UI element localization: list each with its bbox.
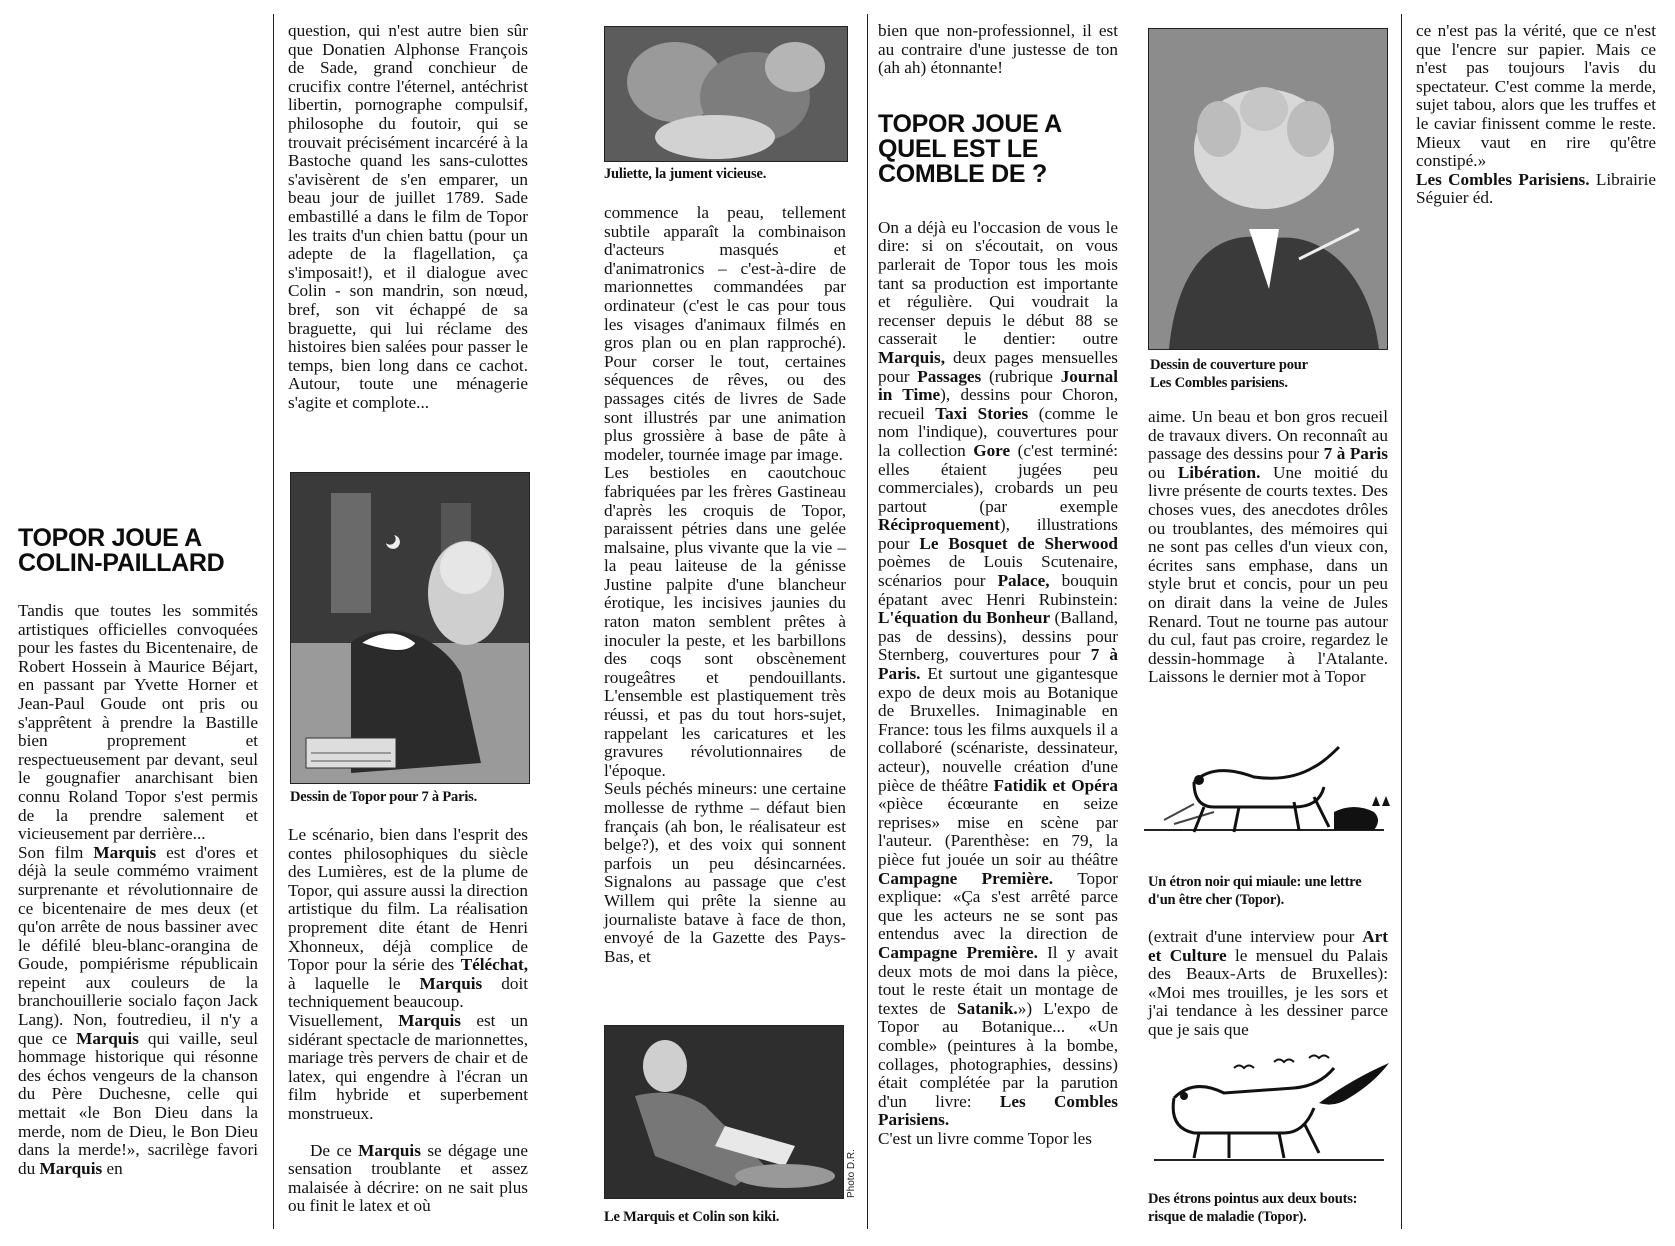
caption-line: Dessin de couverture pour — [1150, 357, 1308, 373]
title: Journal in Time — [878, 366, 1118, 405]
text: est d'ores et déjà la seule commémo vraiment surprenante et révolutionnaire de ce bicentenaire de mes deux (et qu'on arrête de nous bassiner avec le défilé bleu-blanc-orangina de Goude, pompiérisme républicain repeint aux couleurs de la branchouillerie socialo façon Jack Lang). Non, foutredieu, il n'y a que ce — [18, 842, 258, 1048]
film-title: Marquis — [419, 973, 483, 993]
cover-drawing — [1149, 29, 1387, 349]
text: en — [102, 1158, 123, 1178]
film-title: Marquis — [39, 1158, 103, 1178]
text: On a déjà eu l'occasion de vous le dire: si on s'écoutait, on vous parlerait de Topor tous les mois tant sa production est importante et régulière. Qui voudrait la recenser depuis le début 88 se casserait le dentier: outre — [878, 217, 1118, 349]
text: doit techniquement beaucoup. — [288, 973, 528, 1012]
text: Son film — [18, 842, 94, 862]
text: «pièce écœurante en seize reprises» mise en scène par l'auteur. (Parenthèse: en 79, la pièce fut jouée un soir au théâtre — [878, 794, 1118, 869]
text: question, qui n'est autre bien sûr que Donatien Alphonse François de Sade, grand conchieur de crucifix contre l'éternel, antéchrist libertin, pornographe compulsif, philosophe du foutoir, qui se trouvait précisément incarcéré à la Bastoche quand les sans-culottes s'avisèrent de s'en emparer, un beau jour de juillet 1789. Sade embastillé a dans le film de Topor les traits d'un chien battu (pour un adepte de la flagellation, ça s'imposait!), et il dialogue avec Colin - son mandrin, son nœud, bref, son vit échappé de sa braguette, qui lui réclame des histoires bien salées pour passer le temps, bien long dans ce cachot. Autour, toute une ménagerie s'agite et complote... — [288, 21, 528, 412]
title: Réciproquement — [878, 515, 1000, 535]
text: se dégage une sensation troublante et assez malaisée à décrire: on ne sait plus ou finit le latex et où — [288, 1140, 528, 1216]
column-5-continued — [1148, 928, 1388, 1040]
column-1 — [18, 526, 258, 1178]
headline-line: COMBLE DE ? — [878, 159, 1047, 188]
title: Le Bosquet de Sherwood — [919, 533, 1118, 553]
text: Il y avait deux mots de moi dans la pièce, tout le reste était un montage de textes de — [878, 942, 1118, 1018]
text: bouquin épatant avec Henri Rubinstein: — [878, 571, 1118, 609]
dog-birds-drawing — [1144, 1048, 1396, 1178]
headline-line: QUEL EST LE — [878, 134, 1039, 163]
sade-dog-drawing — [291, 473, 529, 783]
text: C'est un livre comme Topor les — [878, 1128, 1092, 1148]
marquis-photo — [605, 1026, 843, 1198]
text: ou — [1148, 462, 1178, 482]
column-rule — [1401, 14, 1402, 1229]
text: Seuls péchés mineurs: une certaine mollesse de rythme – défaut bien français (ah bon, le réalisateur est belge?), et des voix qui sonnent parfois un peu désincarnées. Signalons au passage que c'est Willem qui prête la sienne au journaliste batave à face de thon, envoyé de la Gazette des Pays-Bas, et — [604, 779, 846, 966]
cat-dog-drawing — [1144, 742, 1392, 854]
text: ), illustrations pour — [878, 515, 1118, 553]
headline-line: TOPOR JOUE A — [878, 109, 1062, 138]
title: Marquis, — [878, 347, 946, 367]
figure-juliette — [604, 26, 848, 162]
paragraph — [1416, 171, 1656, 208]
title: L'équation du Bonheur — [878, 608, 1051, 628]
text: (comme le nom l'indique), couvertures pour la collection — [878, 403, 1118, 460]
title: Les Combles Parisiens. — [878, 1091, 1118, 1130]
figure-caption: Dessin de Topor pour 7 à Paris. — [290, 789, 478, 805]
text: ), dessins pour Choron, recueil — [878, 385, 1118, 423]
paragraph — [1148, 408, 1388, 687]
title: Satanik. — [957, 998, 1018, 1018]
column-2-continued — [288, 826, 528, 1216]
text: ») L'expo de Topor au Botanique... «Un comble» (peintures à la bombe, collages, photographies, dessins) était complétée par la parution d'un livre: — [878, 998, 1118, 1111]
text: Les bestioles en caoutchouc fabriquées par les frères Gastineau d'après les croquis de Topor, paraissent pétries dans une gelée malsaine, plus vivante que la vie – la peau laiteuse de la génisse Justine palpite d'une blancheur érotique, les incisives jaunies du raton maton semblent prêtes à inoculer la peste, et les barbillons des coqs sont obscènement rougeâtres et pendouillants. L'ensemble est plastiquement très réussi, et pas du tout hors-sujet, rappelant les caricatures et les gravures révolutionnaires de l'époque. — [604, 463, 846, 780]
text: poèmes de Louis Scutenaire, scénarios pour — [878, 552, 1118, 591]
text: deux pages mensuelles pour — [878, 347, 1118, 386]
text: est un sidérant spectacle de marionnettes, mariage très pervers de chair et de latex, qui engendre à l'écran un film hybride et superbement monstrueux. — [288, 1010, 528, 1123]
text: le mensuel du Palais des Beaux-Arts de Bruxelles): «Moi mes trouilles, je les sors et j'ai tendance à les dessiner parce que je sais que — [1148, 945, 1388, 1039]
column-5 — [1148, 408, 1388, 687]
title: 7 à Paris. — [878, 645, 1119, 684]
article-1-headline — [18, 526, 258, 576]
series-title: Téléchat, — [460, 955, 528, 975]
figure-dog-birds — [1144, 1048, 1396, 1178]
title: Passages — [917, 366, 982, 386]
text: Une moitié du livre présente de courts textes. Des choses vues, des anecdotes drôles ou troublantes, des mémoires qui ne sont pas celles d'un vieux con, écrites sans emphase, dans un style brut et concis, pour un peu on dirait dans la veine de Jules Renard. Tout ne tourne pas autour du cul, faut pas croire, regardez le dessin-hommage à l'Atalante. Laissons le dernier mot à Topor — [1148, 462, 1389, 687]
book-title: Les Combles Parisiens. — [1416, 169, 1590, 189]
figure-marquis-colin — [604, 1025, 844, 1199]
text: à laquelle le — [288, 973, 420, 993]
publisher: Librairie Séguier éd. — [1416, 169, 1656, 208]
film-title: Marquis — [358, 1140, 421, 1160]
figure-cover-drawing — [1148, 28, 1388, 350]
text: Tandis que toutes les sommités artistiques officielles convoquées pour les fastes du Bicentenaire, de Robert Hossein à Maurice Béjart, en passant par Yvette Horner et Jean-Paul Goude ont pris ou s'apprêtent à prendre la Bastille bien proprement et respectueusement par devant, seul le gougnafier anarchisant bien connu Roland Topor s'est permis de la prendre salement et vicieusement par derrière... — [18, 601, 258, 844]
headline-line: TOPOR JOUE A — [18, 524, 202, 552]
title: Gore — [973, 440, 1011, 460]
text: De ce — [310, 1140, 359, 1160]
figure-caption: Un étron noir qui miaule: une lettre d'un être cher (Topor). — [1148, 874, 1362, 908]
text: Et surtout une gigantesque expo de deux mois au Botanique de Bruxelles. Inimaginable en France: tous les films auxquels il a collaboré (scénariste, dessinateur, acteur), nouvelle création d'une pièce de théâtre — [878, 664, 1118, 795]
text: (c'est terminé: elles étaient jugées peu commerciales), crobards un peu partout (par exemple — [878, 440, 1118, 516]
title: Fatidik et Opéra — [993, 775, 1118, 795]
title: Campagne Première. — [878, 868, 1054, 888]
figure-topor-drawing — [290, 472, 530, 784]
paragraph — [288, 1142, 528, 1216]
text: Visuellement, — [288, 1010, 399, 1030]
paragraph — [1416, 22, 1656, 171]
title: Campagne Première. — [878, 942, 1038, 962]
article-2-headline — [878, 109, 1118, 188]
paragraph — [604, 464, 846, 780]
text: qui vaille, seul hommage historique qui résonne des échos vengeurs de la chanson du Père Duchesne, celle qui mettait «le Bon Dieu dans la merde, nom de Dieu, le Bon Dieu dans la merde!», sacrilège favori du — [18, 1028, 258, 1178]
text: aime. Un beau et bon gros recueil de travaux divers. On reconnaît au passage des dessins pour — [1148, 407, 1388, 464]
title: Art et Culture — [1148, 927, 1388, 965]
paragraph — [288, 1012, 528, 1124]
text: bien que non-professionnel, il est au contraire d'une justesse de ton (ah ah) étonnante! — [878, 21, 1118, 78]
figure-caption: Le Marquis et Colin son kiki. — [604, 1209, 780, 1225]
headline-line: COLIN-PAILLARD — [18, 549, 225, 577]
figure-caption — [1150, 356, 1390, 392]
film-title: Marquis — [398, 1010, 461, 1030]
column-rule — [867, 14, 868, 1229]
film-title: Marquis — [76, 1028, 139, 1048]
juliette-photo — [605, 27, 847, 161]
title: Libération. — [1177, 462, 1261, 482]
column-2 — [288, 22, 528, 412]
paragraph — [288, 22, 528, 412]
film-title: Marquis — [93, 842, 157, 862]
text: commence la peau, tellement subtile apparaît la combinaison d'acteurs masqués et d'animatronics – c'est-à-dire de marionnettes commandées par ordinateur (c'est le cas pour tous les visages d'animaux filmés en gros plan ou en plan rapproché). Pour corser le tout, certaines séquences de rêves, ou des passages cités de livres de Sade sont illustrés par une animation plus grossière à base de pâte à modeler, tournée image par image. — [604, 203, 846, 464]
paragraph — [604, 780, 846, 966]
paragraph — [18, 602, 258, 844]
paragraph — [1148, 928, 1388, 1040]
paragraph — [288, 826, 528, 1012]
text: (Balland, pas de dessins), dessins pour Sternberg, couvertures pour — [878, 608, 1118, 665]
title: Palace, — [997, 571, 1050, 591]
title: Taxi Stories — [935, 403, 1029, 423]
paragraph — [878, 219, 1118, 1130]
figure-caption: Juliette, la jument vicieuse. — [604, 166, 767, 182]
text: Topor explique: «Ça s'est arrêté parce que les acteurs ne se sont pas entendus avec la direction de — [878, 868, 1118, 944]
column-rule — [273, 14, 274, 1229]
caption-line: Les Combles parisiens. — [1150, 375, 1288, 391]
figure-caption: Des étrons pointus aux deux bouts: risque de maladie (Topor). — [1148, 1191, 1358, 1225]
text: (extrait d'une interview pour — [1148, 927, 1363, 946]
column-4 — [878, 22, 1118, 1148]
title: 7 à Paris — [1323, 444, 1388, 464]
text: Le scénario, bien dans l'esprit des contes philosophiques du siècle des Lumières, est de la plume de Topor, qui assure aussi la direction artistique du film. La réalisation proprement dite étant de Henri Xhonneux, déjà complice de Topor pour la série des — [288, 825, 528, 975]
text: ce n'est pas la vérité, que ce n'est que l'encre sur papier. Mais ce n'est pas toujours l'avis du spectateur. C'est comme la merde, sujet tabou, alors que les truffes et le caviar finissent comme le reste. Mieux vaut en rire qu'être constipé.» — [1416, 21, 1656, 171]
paragraph — [604, 204, 846, 464]
column-6 — [1416, 22, 1656, 208]
paragraph — [878, 1130, 1118, 1149]
column-3 — [604, 204, 846, 966]
paragraph — [18, 844, 258, 1179]
text: (rubrique — [981, 366, 1061, 386]
paragraph — [878, 22, 1118, 78]
figure-cat-dog — [1144, 742, 1392, 854]
photo-credit: Photo D.R. — [846, 1149, 857, 1198]
